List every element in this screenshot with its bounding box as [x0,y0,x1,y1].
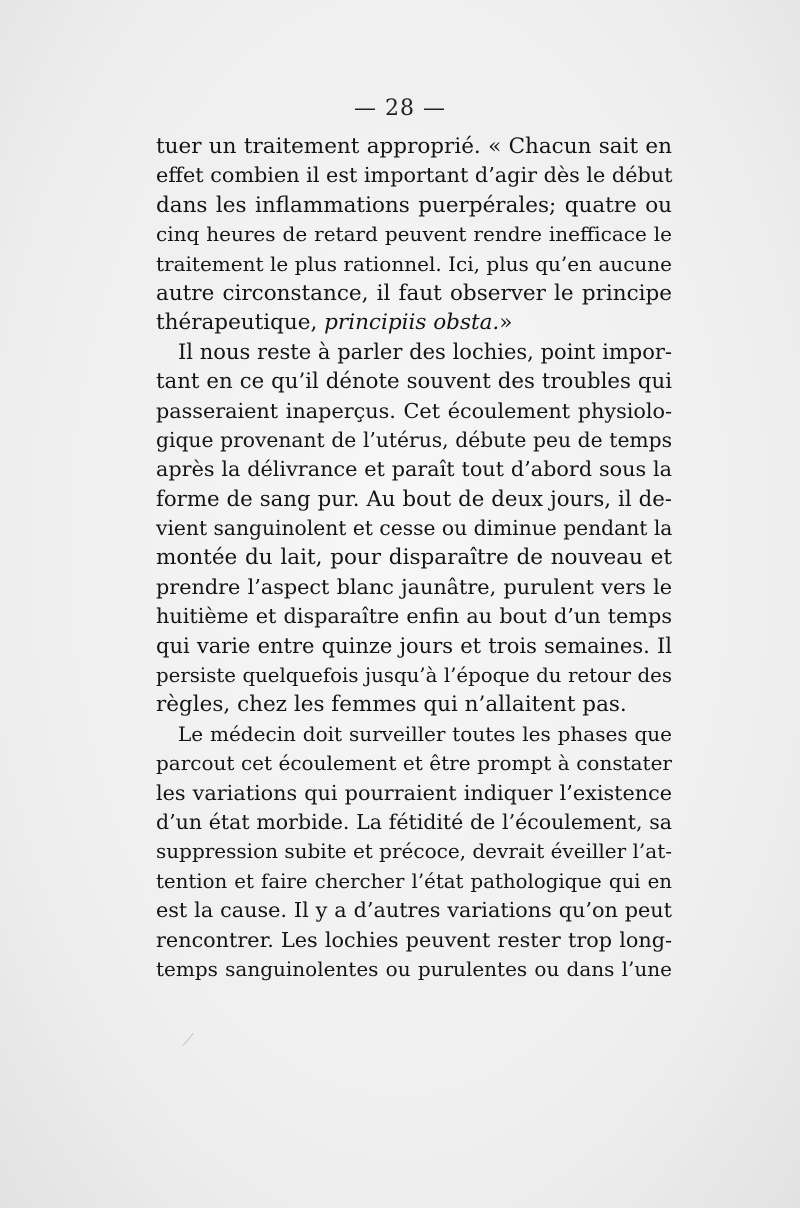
text-line: Le médecin doit surveiller toutes les phases que [178,721,672,746]
stray-pen-mark [183,1033,205,1055]
text-line: thérapeutique, principiis obsta.» [156,310,513,336]
text-line: suppression subite et précoce, devrait éveiller l’at- [156,839,672,864]
text-line: forme de sang pur. Au bout de deux jours, il de- [156,486,672,512]
text-line: autre circonstance, il faut observer le principe [156,280,672,306]
latin-phrase: principiis obsta. [324,310,500,336]
text-line: montée du lait, pour disparaître de nouveau et [156,545,672,571]
text-line: dans les inflammations puerpérales; quatre ou [156,192,672,218]
text-line: traitement le plus rationnel. Ici, plus qu’en aucune [156,251,672,276]
text-line: qui varie entre quinze jours et trois semaines. Il [156,633,672,658]
text-line: cinq heures de retard peuvent rendre inefficace le [156,222,672,247]
text-line: les variations qui pourraient indiquer l’existence [156,780,672,805]
text-line: persiste quelquefois jusqu’à l’époque du retour des [156,664,672,688]
text-line: parcout cet écoulement et être prompt à constater [156,751,672,776]
text-line: tant en ce qu’il dénote souvent des troubles qui [156,369,672,395]
text-line: passeraient inaperçus. Cet écoulement physiolo- [156,398,672,423]
text-line: gique provenant de l’utérus, débute peu de temps [156,427,672,452]
text-line: Il nous reste à parler des lochies, point impor- [178,339,672,364]
text-line: règles, chez les femmes qui n’allaitent pas. [156,692,627,718]
text-line: tuer un traitement approprié. « Chacun sait en [156,134,672,159]
text-line: huitième et disparaître enfin au bout d’un temps [156,604,672,629]
text-line: tention et faire chercher l’état pathologique qui en [156,869,672,893]
text-line: prendre l’aspect blanc jaunâtre, purulent vers le [156,574,672,599]
body-text [156,132,672,984]
text-line: temps sanguinolentes ou purulentes ou dans l’une [156,956,672,981]
page-number: — 28 — [354,96,446,121]
text-line: d’un état morbide. La fétidité de l’écoulement, sa [156,809,672,834]
text-line: rencontrer. Les lochies peuvent rester trop long- [156,927,672,952]
text-line: après la délivrance et paraît tout d’abord sous la [156,457,672,482]
text-line: est la cause. Il y a d’autres variations qu’on peut [156,898,672,923]
text-line: effet combien il est important d’agir dès le début [156,163,673,188]
text-line: vient sanguinolent et cesse ou diminue pendant la [156,516,673,541]
